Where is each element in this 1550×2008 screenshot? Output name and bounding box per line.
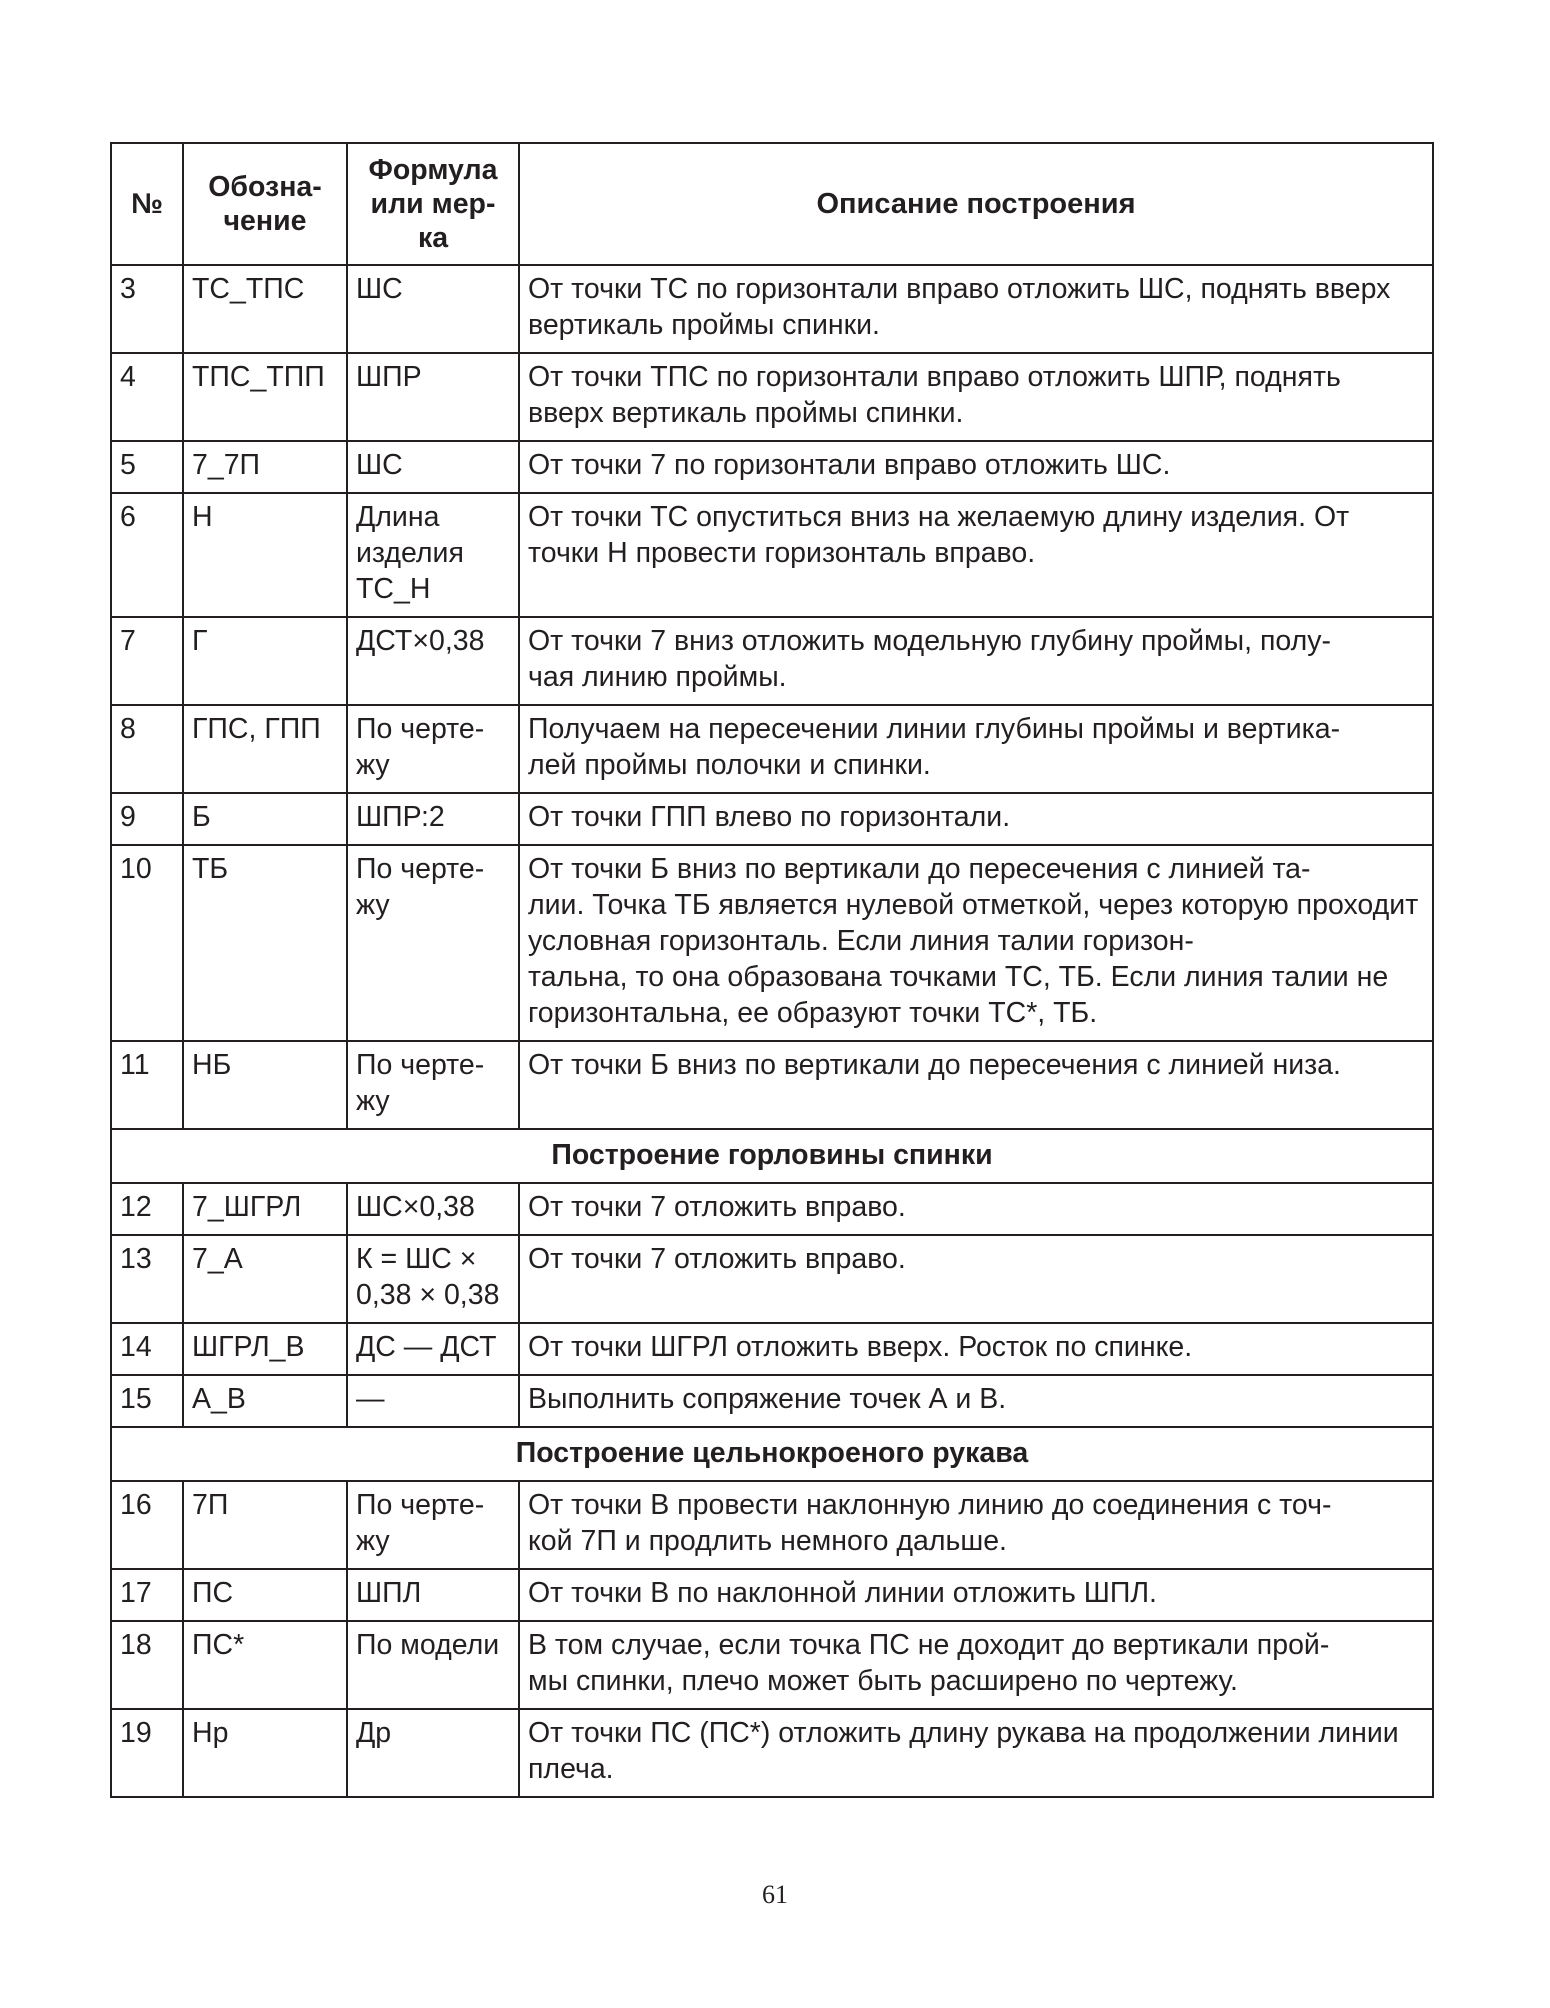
row-formula: ДСТ×0,38 xyxy=(347,617,519,705)
row-number: 14 xyxy=(111,1323,183,1375)
table-row xyxy=(111,705,1433,793)
row-designation: ТБ xyxy=(183,845,347,1041)
table-row xyxy=(111,1481,1433,1569)
row-description: От точки 7 вниз отложить модельную глубину проймы, полу- чая линию проймы. xyxy=(519,617,1433,705)
row-designation: Нр xyxy=(183,1709,347,1797)
header-description: Описание построения xyxy=(519,143,1433,265)
row-description: От точки Б вниз по вертикали до пересечения с линией низа. xyxy=(519,1041,1433,1129)
row-formula: ШПР xyxy=(347,353,519,441)
table-row xyxy=(111,845,1433,1041)
row-designation: 7_А xyxy=(183,1235,347,1323)
row-designation: ПС xyxy=(183,1569,347,1621)
row-description: От точки 7 отложить вправо. xyxy=(519,1235,1433,1323)
header-designation: Обозна- чение xyxy=(183,143,347,265)
table-row xyxy=(111,1323,1433,1375)
row-description: От точки Б вниз по вертикали до пересечения с линией та- лии. Точка ТБ является нулевой отметкой, через которую проходит условная горизонталь. Если линия талии горизон- тальна, то она образована точками ТС, ТБ. Если линия талии не горизонтальна, ее образуют точки ТС*, ТБ. xyxy=(519,845,1433,1041)
row-number: 9 xyxy=(111,793,183,845)
table-row xyxy=(111,1569,1433,1621)
row-description: От точки ТС по горизонтали вправо отложить ШС, поднять вверх вертикаль проймы спинки. xyxy=(519,265,1433,353)
row-designation: 7_ШГРЛ xyxy=(183,1183,347,1235)
row-formula: По черте- жу xyxy=(347,1481,519,1569)
row-designation: Б xyxy=(183,793,347,845)
row-number: 3 xyxy=(111,265,183,353)
table-row xyxy=(111,353,1433,441)
row-number: 13 xyxy=(111,1235,183,1323)
row-description: От точки ШГРЛ отложить вверх. Росток по спинке. xyxy=(519,1323,1433,1375)
row-formula: ШС xyxy=(347,441,519,493)
row-designation: ПС* xyxy=(183,1621,347,1709)
row-number: 11 xyxy=(111,1041,183,1129)
row-number: 8 xyxy=(111,705,183,793)
row-number: 15 xyxy=(111,1375,183,1427)
row-number: 10 xyxy=(111,845,183,1041)
row-description: От точки ГПП влево по горизонтали. xyxy=(519,793,1433,845)
row-formula: Др xyxy=(347,1709,519,1797)
row-formula: — xyxy=(347,1375,519,1427)
table-header-row xyxy=(111,143,1433,265)
row-number: 18 xyxy=(111,1621,183,1709)
header-number: № xyxy=(111,143,183,265)
row-formula: По черте- жу xyxy=(347,845,519,1041)
row-description: В том случае, если точка ПС не доходит до вертикали прой- мы спинки, плечо может быть расширено по чертежу. xyxy=(519,1621,1433,1709)
page-number: 61 xyxy=(762,1880,788,1909)
section-title: Построение цельнокроеного рукава xyxy=(111,1427,1433,1481)
row-designation: Н xyxy=(183,493,347,617)
row-description: Получаем на пересечении линии глубины проймы и вертика- лей проймы полочки и спинки. xyxy=(519,705,1433,793)
row-designation: ТС_ТПС xyxy=(183,265,347,353)
table-row xyxy=(111,1041,1433,1129)
row-description: От точки ТПС по горизонтали вправо отложить ШПР, поднять вверх вертикаль проймы спинки. xyxy=(519,353,1433,441)
row-description: От точки В провести наклонную линию до соединения с точ- кой 7П и продлить немного дальше. xyxy=(519,1481,1433,1569)
row-formula: По черте- жу xyxy=(347,1041,519,1129)
row-formula: ДС — ДСТ xyxy=(347,1323,519,1375)
section-row-back-neckline xyxy=(111,1129,1433,1183)
row-number: 19 xyxy=(111,1709,183,1797)
row-description: Выполнить сопряжение точек А и В. xyxy=(519,1375,1433,1427)
row-formula: ШПР:2 xyxy=(347,793,519,845)
row-description: От точки 7 отложить вправо. xyxy=(519,1183,1433,1235)
table-row xyxy=(111,1621,1433,1709)
table-row xyxy=(111,1375,1433,1427)
header-formula: Формула или мер- ка xyxy=(347,143,519,265)
table-row xyxy=(111,617,1433,705)
row-number: 4 xyxy=(111,353,183,441)
row-number: 7 xyxy=(111,617,183,705)
row-description: От точки 7 по горизонтали вправо отложить ШС. xyxy=(519,441,1433,493)
row-formula: Длина изделия ТС_Н xyxy=(347,493,519,617)
row-description: От точки ТС опуститься вниз на желаемую длину изделия. От точки Н провести горизонталь вправо. xyxy=(519,493,1433,617)
table-row xyxy=(111,441,1433,493)
row-description: От точки В по наклонной линии отложить ШПЛ. xyxy=(519,1569,1433,1621)
section-title: Построение горловины спинки xyxy=(111,1129,1433,1183)
table-row xyxy=(111,793,1433,845)
row-formula: К = ШС × 0,38 × 0,38 xyxy=(347,1235,519,1323)
row-designation: А_В xyxy=(183,1375,347,1427)
row-number: 16 xyxy=(111,1481,183,1569)
row-designation: Г xyxy=(183,617,347,705)
row-number: 5 xyxy=(111,441,183,493)
row-number: 6 xyxy=(111,493,183,617)
row-description: От точки ПС (ПС*) отложить длину рукава на продолжении линии плеча. xyxy=(519,1709,1433,1797)
table-row xyxy=(111,265,1433,353)
row-designation: НБ xyxy=(183,1041,347,1129)
row-formula: По модели xyxy=(347,1621,519,1709)
row-designation: ГПС, ГПП xyxy=(183,705,347,793)
row-number: 12 xyxy=(111,1183,183,1235)
table-row xyxy=(111,493,1433,617)
construction-table xyxy=(110,142,1434,1798)
row-designation: ТПС_ТПП xyxy=(183,353,347,441)
row-designation: ШГРЛ_В xyxy=(183,1323,347,1375)
row-formula: ШС xyxy=(347,265,519,353)
section-row-sleeve xyxy=(111,1427,1433,1481)
row-formula: ШПЛ xyxy=(347,1569,519,1621)
table-row xyxy=(111,1183,1433,1235)
table-row xyxy=(111,1709,1433,1797)
table-row xyxy=(111,1235,1433,1323)
row-formula: ШС×0,38 xyxy=(347,1183,519,1235)
row-formula: По черте- жу xyxy=(347,705,519,793)
row-designation: 7_7П xyxy=(183,441,347,493)
row-designation: 7П xyxy=(183,1481,347,1569)
row-number: 17 xyxy=(111,1569,183,1621)
